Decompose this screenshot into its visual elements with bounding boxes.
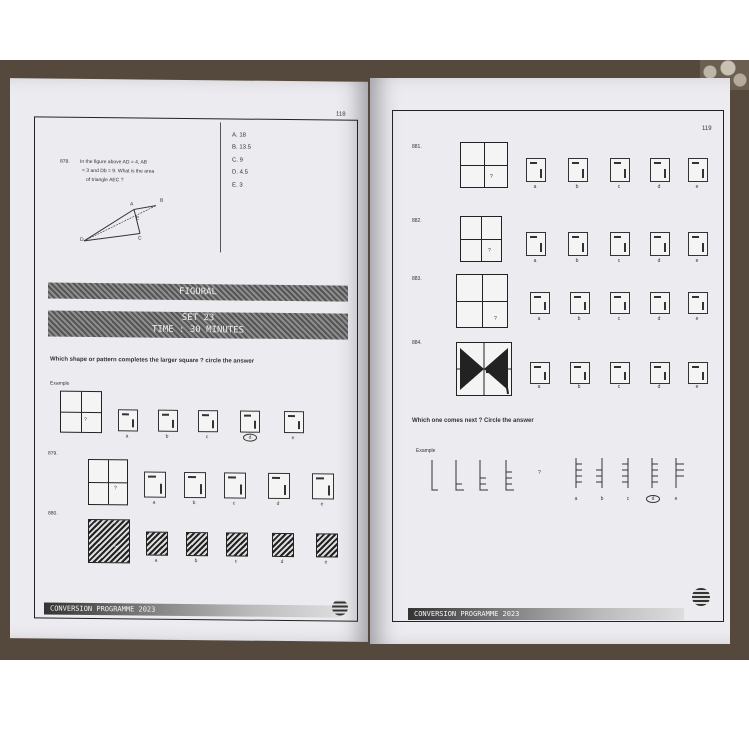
example-option-b[interactable] xyxy=(158,410,178,432)
q882-letter-b: b xyxy=(575,258,579,264)
example-option-e[interactable] xyxy=(284,411,304,433)
q884-letter-e: e xyxy=(695,384,699,390)
q881-letter-d: d xyxy=(657,184,661,190)
q880-letter-b: b xyxy=(194,558,198,565)
q879-letter-d: d xyxy=(276,500,280,507)
sequence-figures xyxy=(428,456,548,496)
example-option-a[interactable] xyxy=(118,409,138,431)
q879-option-d[interactable] xyxy=(268,473,290,499)
q882-option-a[interactable] xyxy=(526,232,546,256)
q878-text-line2: = 3 and Db = 9. What is the area xyxy=(82,167,155,175)
globe-logo-left xyxy=(332,599,348,615)
q879-question-mark: ? xyxy=(114,485,117,492)
example-label-right: Example xyxy=(416,448,436,454)
q880-option-b[interactable] xyxy=(186,532,208,556)
instruction-right: Which one comes next ? Circle the answer xyxy=(412,418,534,424)
q883-question-mark: ? xyxy=(494,316,497,322)
q880-letter-d: d xyxy=(280,558,284,565)
q879-letter-b: b xyxy=(192,500,196,507)
example-letter-d-circled: d xyxy=(243,434,257,442)
sequence-options[interactable] xyxy=(566,454,696,494)
q882-letter-a: a xyxy=(533,258,537,264)
right-footer: CONVERSION PROGRAMME 2023 xyxy=(408,608,684,620)
set-label: SET 23 xyxy=(181,312,215,324)
q884-letter-d: d xyxy=(657,384,661,390)
q879-option-c[interactable] xyxy=(224,472,246,498)
q883-letter-c: c xyxy=(617,316,621,322)
triangle-figure xyxy=(74,197,174,246)
q880-number: 880. xyxy=(48,510,58,517)
q881-number: 881. xyxy=(412,144,422,150)
right-page-number: 119 xyxy=(702,126,712,132)
left-footer: CONVERSION PROGRAMME 2023 xyxy=(44,602,340,617)
q879-letter-c: c xyxy=(232,500,236,507)
q882-option-e[interactable] xyxy=(688,232,708,256)
q878-option-e[interactable]: E. 3 xyxy=(232,182,243,189)
vertex-d: D xyxy=(80,236,84,243)
q881-letter-a: a xyxy=(533,184,537,190)
q882-option-d[interactable] xyxy=(650,232,670,256)
q881-letter-b: b xyxy=(575,184,579,190)
q884-letter-b: b xyxy=(577,384,581,390)
q884-option-c[interactable] xyxy=(610,362,630,384)
q881-question-mark: ? xyxy=(490,174,493,180)
q882-letter-e: e xyxy=(695,258,699,264)
q881-option-d[interactable] xyxy=(650,158,670,182)
q880-grid xyxy=(88,519,130,563)
q884-option-e[interactable] xyxy=(688,362,708,384)
q883-letter-d: d xyxy=(657,316,661,322)
q880-letter-a: a xyxy=(154,557,158,564)
q883-option-b[interactable] xyxy=(570,292,590,314)
q878-option-c[interactable]: C. 9 xyxy=(232,157,244,164)
q880-letter-e: e xyxy=(324,559,328,566)
q882-number: 882. xyxy=(412,218,422,224)
example-question-mark: ? xyxy=(84,416,87,423)
answer-divider xyxy=(220,122,221,252)
vertex-b: B xyxy=(160,197,164,204)
sequence-letter-b: b xyxy=(600,496,604,502)
q881-option-b[interactable] xyxy=(568,158,588,182)
q884-grid xyxy=(456,342,512,396)
example-option-d[interactable] xyxy=(240,411,260,433)
q881-grid xyxy=(460,142,508,188)
q879-number: 879. xyxy=(48,450,58,457)
example-label-left: Example xyxy=(50,380,70,387)
sequence-letter-c: c xyxy=(626,496,630,502)
vertex-a: A xyxy=(130,201,134,208)
q878-option-b[interactable]: B. 13.5 xyxy=(232,144,252,151)
sequence-letter-a: a xyxy=(574,496,578,502)
q883-letter-a: a xyxy=(537,316,541,322)
q879-letter-a: a xyxy=(152,499,156,506)
example-letter-b: b xyxy=(165,433,169,440)
q879-option-e[interactable] xyxy=(312,473,334,499)
q883-option-c[interactable] xyxy=(610,292,630,314)
sequence-letter-e: e xyxy=(674,496,678,502)
q878-option-d[interactable]: D. 4.5 xyxy=(232,169,249,176)
q881-option-c[interactable] xyxy=(610,158,630,182)
left-page xyxy=(10,78,368,642)
q880-letter-c: c xyxy=(234,558,238,565)
q883-option-e[interactable] xyxy=(688,292,708,314)
vertex-c: C xyxy=(138,235,142,242)
q881-option-a[interactable] xyxy=(526,158,546,182)
q884-option-d[interactable] xyxy=(650,362,670,384)
q880-question-mark: ? xyxy=(114,545,117,552)
q881-letter-c: c xyxy=(617,184,621,190)
q884-number: 884. xyxy=(412,340,422,346)
figural-band: FIGURAL xyxy=(48,283,348,302)
q882-option-b[interactable] xyxy=(568,232,588,256)
globe-logo-right xyxy=(692,588,710,606)
q878-text-line1: In the figure above AD = 4, AB xyxy=(80,158,148,166)
example-option-c[interactable] xyxy=(198,410,218,432)
right-page-frame xyxy=(392,110,724,622)
sequence-letter-d-circled: d xyxy=(646,495,660,503)
q882-question-mark: ? xyxy=(488,248,491,254)
time-label: TIME : 30 MINUTES xyxy=(151,324,245,336)
q878-text-line3: of triangle AEC ? xyxy=(86,176,124,184)
q882-letter-c: c xyxy=(617,258,621,264)
q884-letter-c: c xyxy=(617,384,621,390)
q879-option-a[interactable] xyxy=(144,472,166,498)
q883-grid xyxy=(456,274,508,328)
q884-letter-a: a xyxy=(537,384,541,390)
q882-grid xyxy=(460,216,502,262)
right-page xyxy=(370,78,730,644)
instruction-left: Which shape or pattern completes the larger square ? circle the answer xyxy=(50,356,255,365)
q881-letter-e: e xyxy=(695,184,699,190)
q884-option-a[interactable] xyxy=(530,362,550,384)
q883-number: 883. xyxy=(412,276,422,282)
q878-option-a[interactable]: A. 18 xyxy=(232,132,247,139)
example-grid xyxy=(60,391,102,433)
q879-option-b[interactable] xyxy=(184,472,206,498)
q883-letter-b: b xyxy=(577,316,581,322)
q878-number: 878. xyxy=(60,158,70,165)
q879-letter-e: e xyxy=(320,501,324,508)
q883-option-d[interactable] xyxy=(650,292,670,314)
q884-question-mark: ? xyxy=(466,384,469,390)
vertex-e: E xyxy=(136,215,140,222)
q883-option-a[interactable] xyxy=(530,292,550,314)
q884-option-b[interactable] xyxy=(570,362,590,384)
q880-option-e[interactable] xyxy=(316,533,338,557)
sequence-question-mark: ? xyxy=(538,470,541,476)
q880-option-d[interactable] xyxy=(272,533,294,557)
q880-option-a[interactable] xyxy=(146,532,168,556)
set-time-band xyxy=(48,311,348,340)
example-letter-c: c xyxy=(205,434,209,441)
q879-grid xyxy=(88,459,128,505)
example-letter-e: e xyxy=(291,435,295,442)
example-letter-a: a xyxy=(125,433,129,440)
q883-letter-e: e xyxy=(695,316,699,322)
q881-option-e[interactable] xyxy=(688,158,708,182)
q882-option-c[interactable] xyxy=(610,232,630,256)
q882-letter-d: d xyxy=(657,258,661,264)
q880-option-c[interactable] xyxy=(226,532,248,556)
left-page-number: 118 xyxy=(336,111,346,118)
